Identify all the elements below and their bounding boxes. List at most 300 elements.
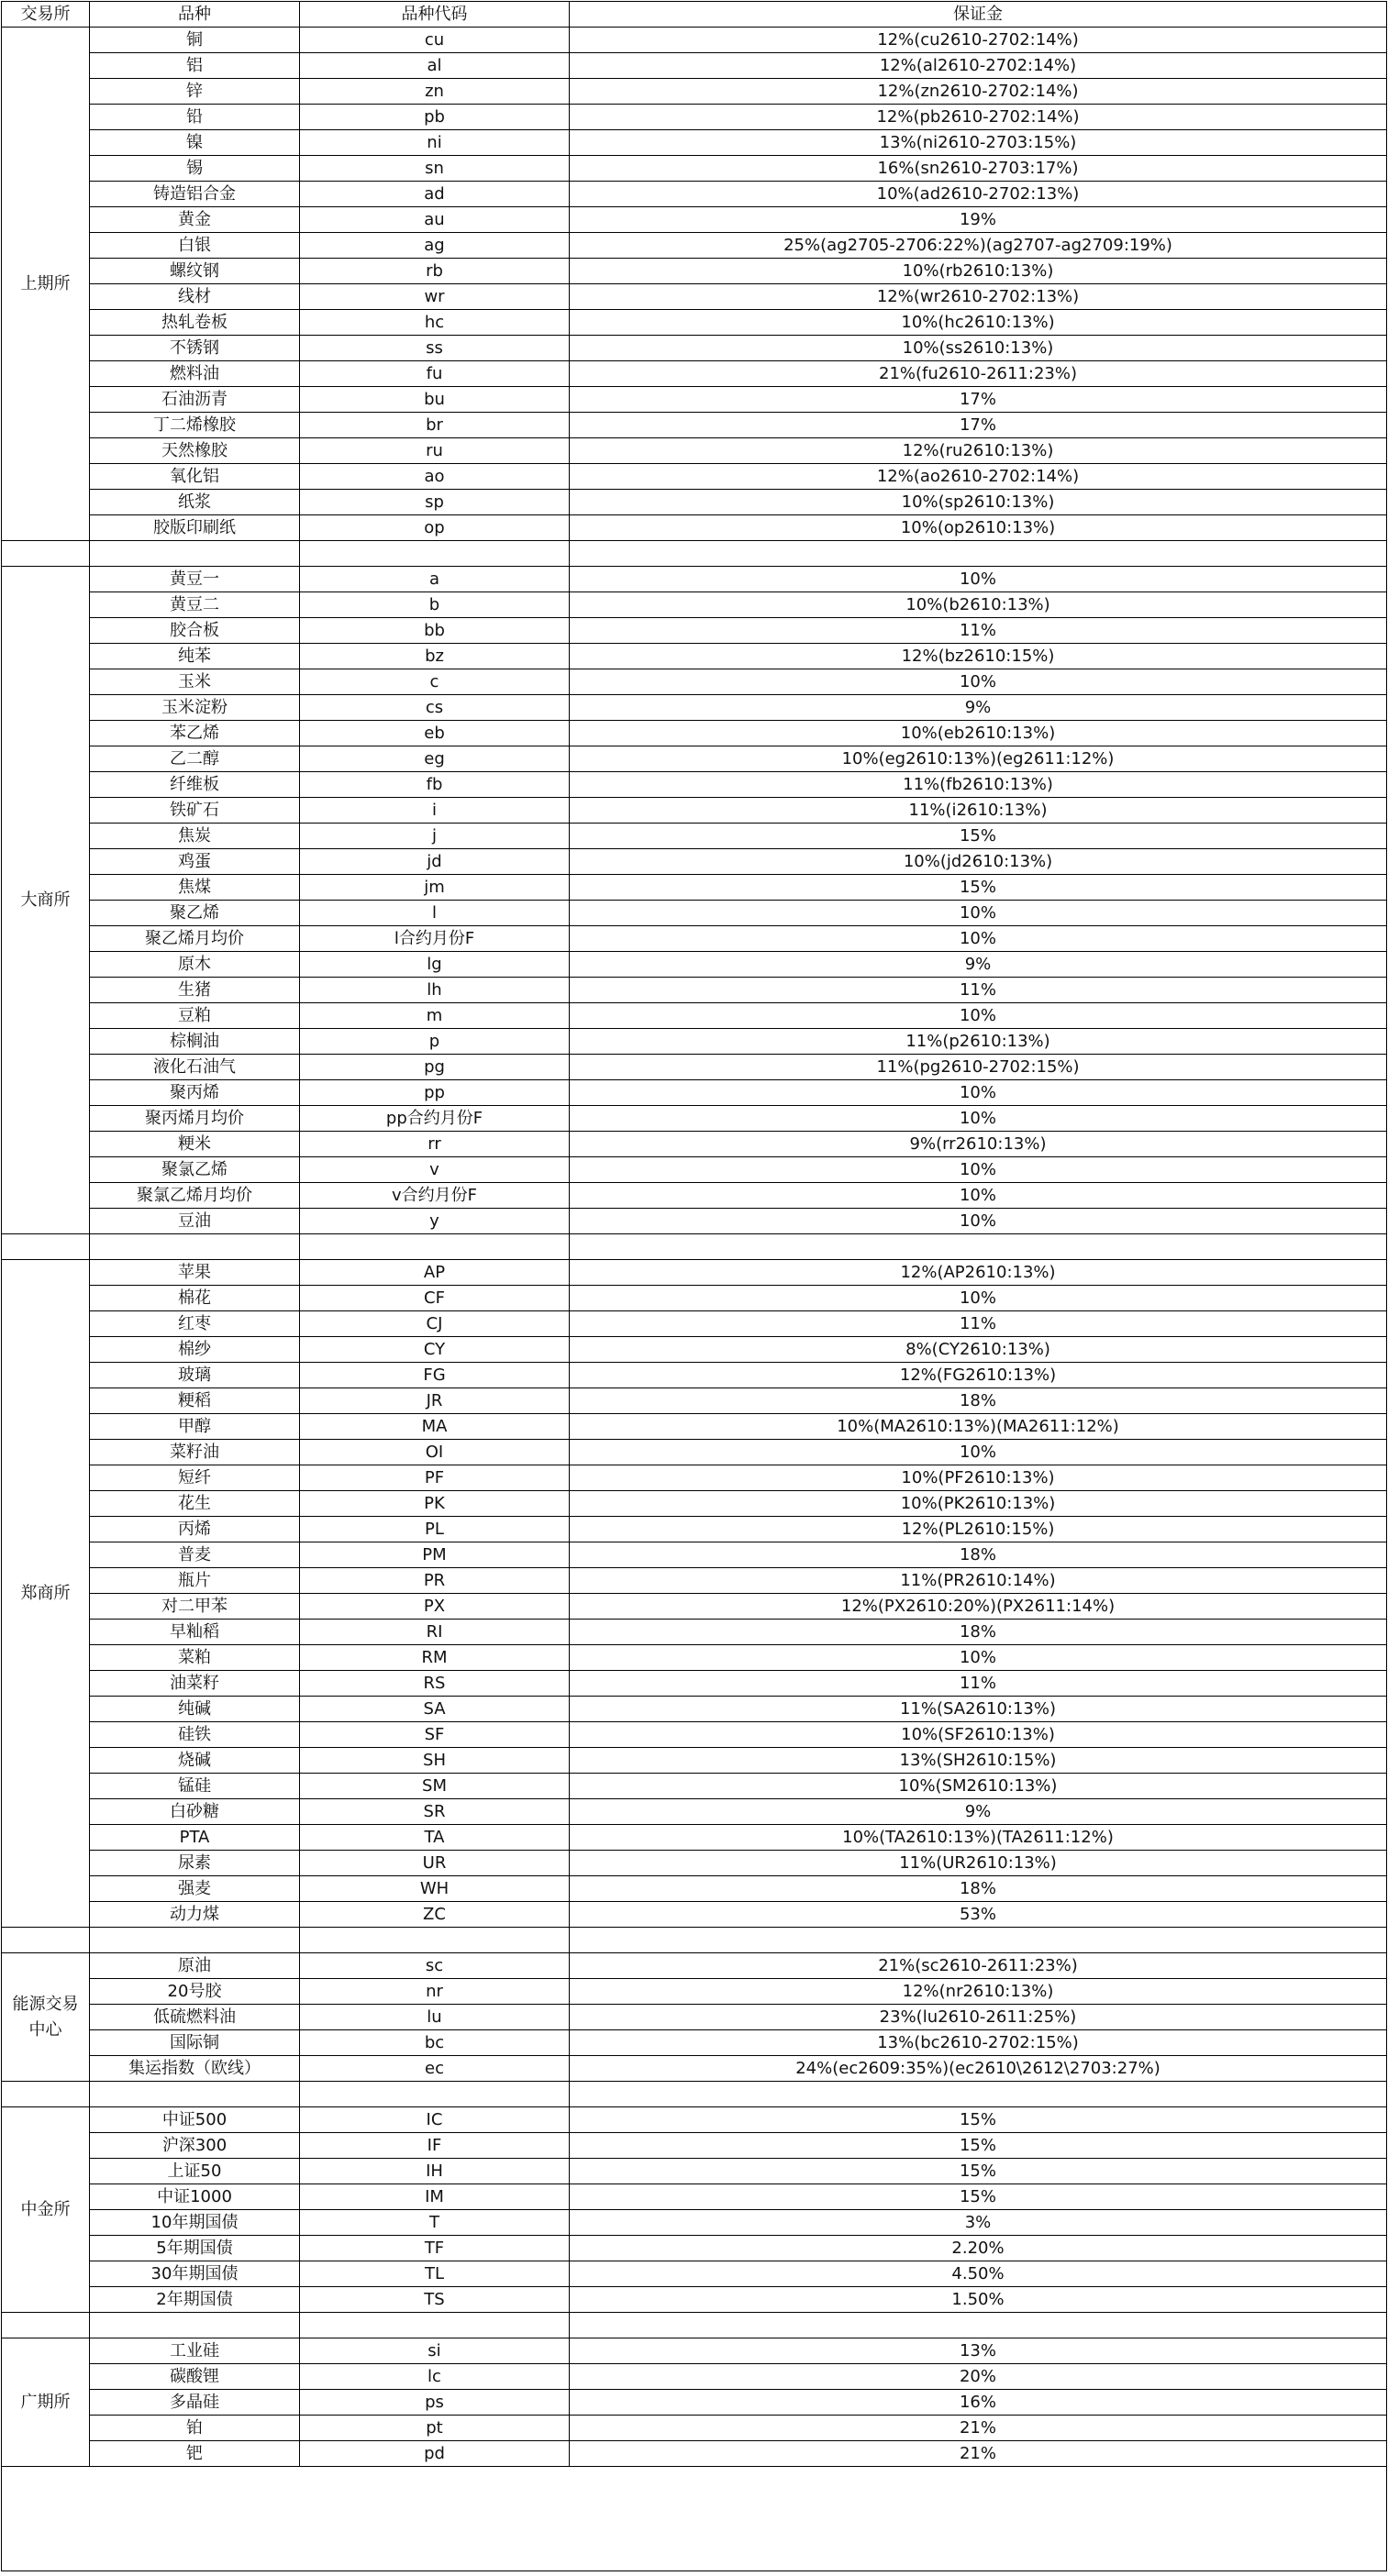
variety-cell: 沪深300 [90,2133,300,2159]
table-row [2,490,1387,515]
code-cell: pg [300,1055,570,1080]
variety-cell: 聚丙烯月均价 [90,1106,300,1132]
table-row [2,1055,1387,1080]
code-cell: jd [300,849,570,875]
code-cell: SM [300,1774,570,1799]
table-row [2,1671,1387,1697]
margin-cell: 18% [570,1876,1387,1902]
code-cell: fb [300,772,570,798]
table-row [2,1337,1387,1363]
variety-cell: 黄金 [90,207,300,233]
table-row [2,1465,1387,1491]
margin-cell: 10%(TA2610:13%)(TA2611:12%) [570,1825,1387,1851]
code-cell: SA [300,1697,570,1722]
code-cell: l [300,901,570,926]
variety-cell: 菜粕 [90,1645,300,1671]
code-cell: nr [300,1979,570,2005]
empty-cell [300,541,570,567]
variety-cell: 上证50 [90,2159,300,2184]
table-row [2,1953,1387,1979]
table-row [2,2133,1387,2159]
table-row [2,1645,1387,1671]
variety-cell: 燃料油 [90,361,300,387]
variety-cell: 30年期国债 [90,2261,300,2287]
exchange-cell: 中金所 [2,2107,90,2313]
variety-cell: 聚乙烯月均价 [90,926,300,952]
empty-cell [300,2082,570,2107]
margin-cell: 10% [570,901,1387,926]
code-cell: pb [300,105,570,130]
code-cell: a [300,567,570,592]
variety-cell: 纸浆 [90,490,300,515]
table-row [2,310,1387,336]
table-row [2,515,1387,541]
table-row [2,1209,1387,1234]
code-cell: T [300,2210,570,2236]
variety-cell: 甲醇 [90,1414,300,1440]
table-row [2,233,1387,259]
empty-cell [90,541,300,567]
empty-cell [2,1928,90,1953]
table-row [2,207,1387,233]
table-row [2,1697,1387,1722]
empty-cell [2,2313,90,2338]
code-cell: bc [300,2030,570,2056]
margin-cell: 11% [570,1311,1387,1337]
code-cell: IC [300,2107,570,2133]
table-row [2,361,1387,387]
margin-cell: 12%(ru2610:13%) [570,438,1387,464]
table-row [2,1748,1387,1774]
table-row [2,1003,1387,1029]
code-cell: i [300,798,570,824]
margin-cell: 10%(sp2610:13%) [570,490,1387,515]
variety-cell: 玻璃 [90,1363,300,1388]
header-row [2,2,1387,28]
variety-cell: 焦煤 [90,875,300,901]
table-row [2,618,1387,644]
table-row [2,1440,1387,1465]
exchange-cell: 广期所 [2,2338,90,2467]
variety-cell: 白砂糖 [90,1799,300,1825]
margin-cell: 12%(FG2610:13%) [570,1363,1387,1388]
code-cell: SH [300,1748,570,1774]
margin-cell: 11%(i2610:13%) [570,798,1387,824]
code-cell: v合约月份F [300,1183,570,1209]
variety-cell: 中证1000 [90,2184,300,2210]
margin-cell: 12%(nr2610:13%) [570,1979,1387,2005]
exchange-cell: 郑商所 [2,1260,90,1928]
variety-cell: 锌 [90,79,300,105]
margin-cell: 10% [570,1106,1387,1132]
table-row [2,2287,1387,2313]
margin-cell: 10% [570,926,1387,952]
code-cell: IH [300,2159,570,2184]
empty-cell [90,1928,300,1953]
table-row [2,849,1387,875]
code-cell: al [300,53,570,79]
code-cell: TF [300,2236,570,2261]
variety-cell: 粳米 [90,1132,300,1157]
variety-cell: 瓶片 [90,1568,300,1594]
code-cell: PR [300,1568,570,1594]
margin-cell: 15% [570,2133,1387,2159]
margin-cell: 17% [570,413,1387,438]
margin-cell: 12%(wr2610-2702:13%) [570,284,1387,310]
margin-cell: 23%(lu2610-2611:25%) [570,2005,1387,2030]
table-row [2,2030,1387,2056]
margin-cell: 53% [570,1902,1387,1928]
table-row [2,798,1387,824]
table-row [2,1363,1387,1388]
margin-cell: 10%(jd2610:13%) [570,849,1387,875]
variety-cell: 原油 [90,1953,300,1979]
margin-cell: 12%(cu2610-2702:14%) [570,28,1387,53]
code-cell: zn [300,79,570,105]
table-row [2,2416,1387,2441]
code-cell: fu [300,361,570,387]
margin-cell: 13%(bc2610-2702:15%) [570,2030,1387,2056]
table-row [2,2210,1387,2236]
variety-cell: 纤维板 [90,772,300,798]
margin-cell: 11%(SA2610:13%) [570,1697,1387,1722]
table-row [2,1260,1387,1286]
code-cell: jm [300,875,570,901]
empty-cell [300,1234,570,1260]
table-row [2,79,1387,105]
code-cell: br [300,413,570,438]
code-cell: CF [300,1286,570,1311]
margin-cell: 20% [570,2364,1387,2390]
variety-cell: 棉纱 [90,1337,300,1363]
variety-cell: 多晶硅 [90,2390,300,2416]
margin-cell: 10% [570,1080,1387,1106]
table-row [2,1080,1387,1106]
margin-cell: 10%(SM2610:13%) [570,1774,1387,1799]
margin-cell: 15% [570,2107,1387,2133]
margin-cell: 15% [570,2159,1387,2184]
margin-cell: 18% [570,1542,1387,1568]
code-cell: PL [300,1517,570,1542]
variety-cell: 生猪 [90,978,300,1003]
code-cell: bu [300,387,570,413]
table-row [2,28,1387,53]
code-cell: MA [300,1414,570,1440]
code-cell: CJ [300,1311,570,1337]
margin-cell: 15% [570,875,1387,901]
margin-cell: 10% [570,1209,1387,1234]
empty-cell [570,2082,1387,2107]
table-row [2,926,1387,952]
table-row [2,1517,1387,1542]
variety-cell: 中证500 [90,2107,300,2133]
variety-cell: 热轧卷板 [90,310,300,336]
variety-cell: 铂 [90,2416,300,2441]
variety-cell: 10年期国债 [90,2210,300,2236]
code-cell: PM [300,1542,570,1568]
table-row [2,1594,1387,1620]
margin-cell: 24%(ec2609:35%)(ec2610\2612\2703:27%) [570,2056,1387,2082]
code-cell: j [300,824,570,849]
variety-cell: 玉米 [90,669,300,695]
code-cell: UR [300,1851,570,1876]
margin-cell: 10%(eb2610:13%) [570,721,1387,746]
table-row [2,952,1387,978]
code-cell: v [300,1157,570,1183]
variety-cell: 碳酸锂 [90,2364,300,2390]
margin-cell: 10%(ss2610:13%) [570,336,1387,361]
code-cell: sp [300,490,570,515]
margin-cell: 11%(fb2610:13%) [570,772,1387,798]
empty-cell [2,1234,90,1260]
variety-cell: 线材 [90,284,300,310]
empty-cell [570,541,1387,567]
margin-cell: 10% [570,1286,1387,1311]
variety-cell: 液化石油气 [90,1055,300,1080]
table-row [2,2184,1387,2210]
variety-cell: 纯碱 [90,1697,300,1722]
code-cell: SR [300,1799,570,1825]
variety-cell: 石油沥青 [90,387,300,413]
code-cell: ps [300,2390,570,2416]
code-cell: pp [300,1080,570,1106]
variety-cell: 铜 [90,28,300,53]
table-row [2,156,1387,182]
code-cell: au [300,207,570,233]
code-cell: bz [300,644,570,669]
code-cell: TA [300,1825,570,1851]
variety-cell: 花生 [90,1491,300,1517]
table-row [2,1774,1387,1799]
margin-cell: 19% [570,207,1387,233]
margin-cell: 10% [570,1645,1387,1671]
variety-cell: 聚氯乙烯月均价 [90,1183,300,1209]
variety-cell: 玉米淀粉 [90,695,300,721]
code-cell: eg [300,746,570,772]
table-row [2,644,1387,669]
variety-cell: 烧碱 [90,1748,300,1774]
code-cell: lg [300,952,570,978]
code-cell: p [300,1029,570,1055]
margin-cell: 11% [570,618,1387,644]
variety-cell: 镍 [90,130,300,156]
empty-cell [570,2313,1387,2338]
variety-cell: 低硫燃料油 [90,2005,300,2030]
code-cell: ao [300,464,570,490]
variety-cell: 早籼稻 [90,1620,300,1645]
table-row [2,1902,1387,1928]
margin-cell: 12%(al2610-2702:14%) [570,53,1387,79]
variety-cell: 普麦 [90,1542,300,1568]
table-row [2,824,1387,849]
code-cell: AP [300,1260,570,1286]
variety-cell: 丁二烯橡胶 [90,413,300,438]
code-cell: PF [300,1465,570,1491]
table-row [2,1106,1387,1132]
table-row [2,2107,1387,2133]
margin-cell: 18% [570,1388,1387,1414]
table-row [2,387,1387,413]
margin-cell: 10% [570,1183,1387,1209]
code-cell: si [300,2338,570,2364]
header-margin: 保证金 [570,2,1387,28]
table-row [2,2159,1387,2184]
table-row [2,1620,1387,1645]
table-row [2,1414,1387,1440]
table-row [2,669,1387,695]
empty-cell [570,1928,1387,1953]
table-row [2,2261,1387,2287]
margin-cell: 11%(pg2610-2702:15%) [570,1055,1387,1080]
margin-cell: 13%(SH2610:15%) [570,1748,1387,1774]
variety-cell: 豆油 [90,1209,300,1234]
variety-cell: 集运指数（欧线） [90,2056,300,2082]
variety-cell: 钯 [90,2441,300,2467]
margin-cell: 11%(UR2610:13%) [570,1851,1387,1876]
code-cell: ad [300,182,570,207]
code-cell: PX [300,1594,570,1620]
margin-cell: 10% [570,1157,1387,1183]
margin-cell: 10%(SF2610:13%) [570,1722,1387,1748]
table-row [2,1722,1387,1748]
margin-cell: 13%(ni2610-2703:15%) [570,130,1387,156]
code-cell: ni [300,130,570,156]
margin-cell: 12%(AP2610:13%) [570,1260,1387,1286]
margin-cell: 21%(fu2610-2611:23%) [570,361,1387,387]
variety-cell: PTA [90,1825,300,1851]
table-row [2,1311,1387,1337]
code-cell: PK [300,1491,570,1517]
code-cell: ss [300,336,570,361]
variety-cell: 粳稻 [90,1388,300,1414]
margin-cell: 3% [570,2210,1387,2236]
variety-cell: 黄豆二 [90,592,300,618]
margin-cell: 21%(sc2610-2611:23%) [570,1953,1387,1979]
table-row [2,336,1387,361]
variety-cell: 铅 [90,105,300,130]
exchange-cell: 能源交易中心 [2,1953,90,2082]
code-cell: SF [300,1722,570,1748]
code-cell: lc [300,2364,570,2390]
empty-cell [300,2313,570,2338]
table-body [2,28,1387,2571]
table-row [2,875,1387,901]
code-cell: hc [300,310,570,336]
variety-cell: 锡 [90,156,300,182]
margin-cell: 4.50% [570,2261,1387,2287]
table-row [2,1183,1387,1209]
table-row [2,130,1387,156]
code-cell: cu [300,28,570,53]
variety-cell: 油菜籽 [90,1671,300,1697]
variety-cell: 聚乙烯 [90,901,300,926]
spacer-row [2,1928,1387,1953]
empty-cell [2,2467,1387,2571]
code-cell: cs [300,695,570,721]
code-cell: RM [300,1645,570,1671]
table-row [2,1157,1387,1183]
table-row [2,1286,1387,1311]
margin-cell: 12%(PL2610:15%) [570,1517,1387,1542]
code-cell: wr [300,284,570,310]
code-cell: IF [300,2133,570,2159]
table-row [2,438,1387,464]
margin-cell: 10%(b2610:13%) [570,592,1387,618]
margin-cell: 12%(bz2610:15%) [570,644,1387,669]
exchange-cell: 大商所 [2,567,90,1234]
table-row [2,1851,1387,1876]
margin-cell: 8%(CY2610:13%) [570,1337,1387,1363]
margin-cell: 9% [570,695,1387,721]
code-cell: sn [300,156,570,182]
margin-cell: 2.20% [570,2236,1387,2261]
table-row [2,182,1387,207]
margin-cell: 10%(PK2610:13%) [570,1491,1387,1517]
table-row [2,105,1387,130]
margin-cell: 10%(PF2610:13%) [570,1465,1387,1491]
code-cell: WH [300,1876,570,1902]
variety-cell: 氧化铝 [90,464,300,490]
code-cell: CY [300,1337,570,1363]
table-row [2,978,1387,1003]
margin-cell: 11%(PR2610:14%) [570,1568,1387,1594]
table-row [2,284,1387,310]
variety-cell: 聚丙烯 [90,1080,300,1106]
table-row [2,592,1387,618]
code-cell: m [300,1003,570,1029]
variety-cell: 天然橡胶 [90,438,300,464]
exchange-cell: 上期所 [2,28,90,541]
variety-cell: 黄豆一 [90,567,300,592]
margin-cell: 10% [570,567,1387,592]
table-row [2,464,1387,490]
code-cell: IM [300,2184,570,2210]
margin-cell: 9% [570,952,1387,978]
table-row [2,259,1387,284]
table-row [2,2005,1387,2030]
code-cell: eb [300,721,570,746]
margin-table [1,1,1387,2571]
variety-cell: 尿素 [90,1851,300,1876]
header-code: 品种代码 [300,2,570,28]
table-row [2,746,1387,772]
variety-cell: 铁矿石 [90,798,300,824]
variety-cell: 菜籽油 [90,1440,300,1465]
margin-cell: 10% [570,1003,1387,1029]
variety-cell: 焦炭 [90,824,300,849]
variety-cell: 铝 [90,53,300,79]
code-cell: ec [300,2056,570,2082]
code-cell: l合约月份F [300,926,570,952]
margin-cell: 13% [570,2338,1387,2364]
margin-cell: 11%(p2610:13%) [570,1029,1387,1055]
table-row [2,901,1387,926]
code-cell: TS [300,2287,570,2313]
table-row [2,1568,1387,1594]
variety-cell: 原木 [90,952,300,978]
code-cell: b [300,592,570,618]
margin-cell: 11% [570,1671,1387,1697]
code-cell: sc [300,1953,570,1979]
spacer-row [2,2467,1387,2571]
margin-cell: 12%(zn2610-2702:14%) [570,79,1387,105]
table-row [2,721,1387,746]
table-row [2,2390,1387,2416]
variety-cell: 螺纹钢 [90,259,300,284]
variety-cell: 白银 [90,233,300,259]
margin-cell: 10%(MA2610:13%)(MA2611:12%) [570,1414,1387,1440]
header-variety: 品种 [90,2,300,28]
